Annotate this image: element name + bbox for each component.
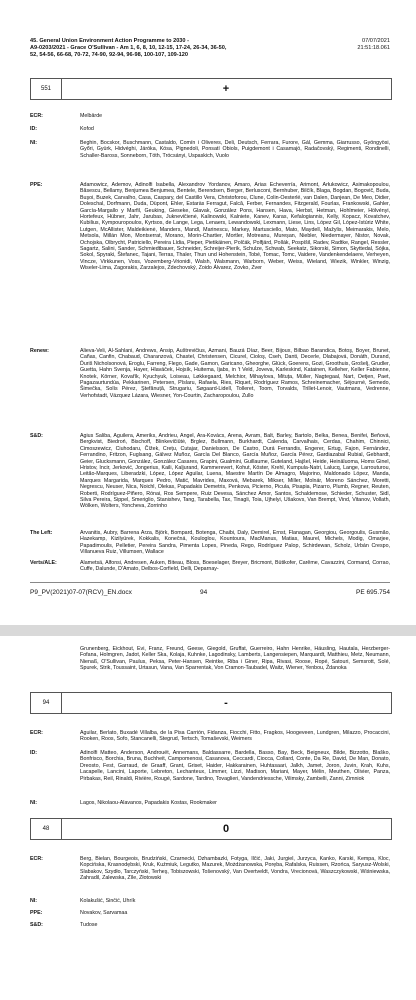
group-row-ni — [30, 140, 390, 159]
group-row-greens — [30, 560, 390, 573]
group-members: Aguilar, Berlato, Buxadé Villalba, de la Pisa Carrión, Fidanza, Fiocchi, Fitto, Fragkos, Hoogeveen, Lundgren, Milazzo, Procaccini, Rooken, Roos, Sofo, Stancanelli, Stegrud, Tertsch, Tomaševski, Weimers — [80, 730, 390, 743]
group-members: Kofod — [80, 126, 94, 132]
group-row-renew — [30, 348, 390, 399]
vote-count: 48 — [31, 819, 62, 839]
group-continuation — [30, 646, 390, 672]
group-label: ECR: — [30, 113, 43, 119]
vote-title: 45. General Union Environment Action Programme to 2030 - A9-0203/2021 - Grace O'Sullivan - Am 1, 6, 8, 10, 12-15, 17-24, 26-34, 36-50, 52, 54-56, 66-68, 70-72, 74-90, 92-94, 96-98, 100-107, 109-120 — [30, 38, 227, 58]
group-label: PPE: — [30, 910, 43, 916]
group-label: PPE: — [30, 182, 43, 188]
group-members: Alieva-Veli, Al-Sahlani, Andrews, Ansip, Auštrevičius, Azmani, Bauzá Díaz, Beer, Bijoux, Bilbao Barandica, Botoş, Boyer, Brunet, Cañas, Canfin, Chabaud, Charanzová, Chastel, Christensen, Cicurel, Cioloş, Cseh, Danti, Decerle, Dlabajová, Donáth, Durand, Ďuriš Nicholsonová, Eroglu, Farreng, Flego, Gade, Gamon, Garicano, Gheorghe, Glück, Goerens, Gozi, Groothuis, Grošelj, Grudler, Guetta, Hahn Svenja, Hayer, Hlaváček, Hojsík, Huitema, Ijabs, in 't Veld, Joveva, Karleskind, Katainen, Kelleher, Keller Fabienne, Knotek, Körner, Kovařík, Kyuchyuk, Loiseau, Løkkegaard, Melchior, Mihaylova, Mituța, Müller, Nagtegaal, Nart, Oetjen, Paet, Pagazaurtundúa, Pekkarinen, Petersen, Pîslaru, Rafaela, Ries, Riquet, Rodríguez Ramos, Schreinemacher, Séjourné, Semedo, Šimečka, Solís Pérez, Ştefănuță, Strugariu, Søgaard-Lidell, Tolleret, Toom, Torvalds, Trillet-Lenoir, Vautmans, Vedrenne, Verhofstadt, Vázquez Lázara, Wiesner, Yon-Courtin, Zacharopoulou, Zullo — [80, 348, 390, 399]
group-label: ECR: — [30, 730, 43, 736]
group-row-ecr — [30, 113, 390, 119]
group-label: NI: — [30, 898, 38, 904]
group-row-ppe — [30, 182, 390, 272]
group-label: ECR: — [30, 856, 43, 862]
group-members: Agius Saliba, Aguilera, Ameriks, Andrieu, Angel, Ara-Kovács, Arena, Avram, Balt, Barley, Bartolo, Belka, Benea, Benifei, Beňová, Bergkvist, Biedroń, Bischoff, Blinkevičiūtė, Brglez, Bullmann, Burkhardt, Calenda, Carvalhais, Cerdas, Chahim, Chinnici, Cimoszewicz, Ciuhodaru, Čížek, Crețu, Cutajar, Danielsson, De Castro, Durá Ferrandis, Engerer, Ertug, Fajon, Fernández, Ferrandino, Fritzon, Fuglsang, Gálvez Muñoz, García Del Blanco, García Muñoz, García Pérez, Gardiazabal Rubial, Gebhardt, Geier, Glucksmann, González, González Casares, Grapini, Gualmini, Guillaume, Guteland, Hajšel, Heide, Heinäluoma, Homs Ginel, Hristov, Incir, Jerković, Jongerius, Kaili, Kaljurand, Kammerevert, Kohut, Köster, Krehl, Kumpula-Natri, Lalucq, Lange, Larrouturou, Leitão-Marques, Liberadzki, López, López Aguilar, Luena, Maestre Martín De Almagro, Majorino, Maldonado López, Manda, Marques Margarida, Marques Pedro, Matić, Mavrides, Maxová, Mebarek, Mikser, Miller, Molnár, Moreno Sánchez, Moretti, Negrescu, Neuser, Nica, Noichl, Olekas, Papadakis Demetris, Penkova, Picierno, Picula, Pisapia, Pizarro, Plumb, Regner, Reuten, Roberti, Rodríguez-Piñero, Rónai, Ros Sempere, Ruiz Devesa, Sánchez Amor, Santos, Schaldemose, Schieder, Schuster, Sidl, Silva Pereira, Sippel, Smeriglio, Stanishev, Tang, Tarabella, Tax, Tinagli, Toia, Ujhelyi, Ušakovs, Van Brempt, Vind, Vitanov, Vollath, Wölken, Wolters, Yoncheva, Zorrinho — [80, 433, 390, 510]
group-members: Adamowicz, Ademov, Adinolfi Isabella, Alexandrov Yordanov, Amaro, Arias Echeverría, Arimont, Arłukowicz, Asimakopoulou, Băsescu, Bellamy, Benjumea Benjumea, Bentele, Berendsen, Berger, Berlusconi, Bernhuber, Bilčík, Blaga, Bogdan, Bogovič, Buda, Buşoi, Buzek, Carvalho, Casa, Caspary, del Castillo Vera, Christoforou, Clune, Colin-Oesterlé, van Dalen, Danjean, De Meo, Didier, Doleschal, Dorfmann, Duda, Düpont, Ehler, Estaràs Ferragut, Falcă, Ferber, Fernandes, Fitzgerald, Fourlas, Frankowski, Gahler, García-Margallo y Marfil, Geuking, Gieseke, Glavak, González Pons, Hansen, Hava, Herbst, Hetman, Hohlmeier, Hölvényi, Hortefeux, Hübner, Jahr, Jarubas, Juknevičienė, Kalinowski, Kalniete, Kanev, Karas, Kefalogiannis, Kelly, Kopacz, Kovatchev, Kubilius, Kympouropoulos, Kyrtsos, de Lange, Lega, Lenaers, Lewandowski, Lexmann, Liese, Lins, López Gil, López-Istúriz White, Lutgen, McAllister, Maldeikienė, Manders, Mandl, Marinescu, Markey, Martusciello, Mato, Maydell, Mažylis, Meimarakis, Melo, Metsola, Millán Mon, Montserrat, Morano, Morin-Chartier, Mortler, Motreanu, Mureșan, Niebler, Niedermayer, Nistor, Novak, Ochojska, Olbrycht, Patriciello, Pereira Lídia, Pieper, Pietikäinen, Polčák, Polfjärd, Pollák, Pospíšil, Radev, Radtke, Rangel, Ressler, Sagartz, Salini, Sander, Schmiedtbauer, Schneider, Schreijer-Pierik, Schulze, Schwab, Seekatz, Sikorski, Simon, Skyttedal, Sójka, Sokol, Spyraki, Štefanec, Tajani, Terras, Thaler, Thun und Hohenstein, Tobé, Tomac, Tomc, Vaidere, Vandenkendelaere, Verheyen, Vincze, Virkkunen, Voss, Vozemberg-Vrionidi, Walsh, Walsmann, Warborn, Weber, Weiss, Wieland, Wiezik, Winkler, Winzig, Wiseler-Lima, Zagorakis, Zarzalejos, Zdechovský, Zoido Álvarez, Zovko, Zver — [80, 182, 390, 272]
group-row-ppe — [30, 910, 390, 916]
footer-document-name: P9_PV(2021)07-07(RCV)_EN.docx — [30, 589, 132, 596]
vote-result-box — [30, 78, 392, 100]
group-members: Berg, Bielan, Bourgeois, Brudziński, Czarnecki, Dzhambazki, Fotyga, Ilčić, Jaki, Jurgiel, Jurzyca, Kanko, Karski, Kempa, Kloc, Kopcińska, Krasnodębski, Kruk, Kuźmiuk, Legutko, Mazurek, Możdżanowska, Poręba, Rafalska, Ruissen, Rzońca, Saryusz-Wolski, Slabakov, Szydło, Tarczyński, Terheş, Tobiszowski, Tošenovský, Van Overtveldt, Vondra, Vrecionová, Waszczykowski, Wiśniewska, Zahradil, Zalewska, Zīle, Złotowski — [80, 856, 390, 882]
vote-header — [30, 38, 390, 58]
document-page-2 — [0, 636, 416, 1000]
group-row-id — [30, 750, 390, 782]
vote-result-symbol: - — [224, 697, 228, 709]
group-row-left — [30, 530, 390, 556]
footer-reference: PE 695.754 — [356, 589, 390, 596]
group-label: S&D: — [30, 922, 43, 928]
group-label: Renew: — [30, 348, 49, 354]
group-label: NI: — [30, 140, 38, 146]
group-members: Adinolfi Matteo, Anderson, Androuët, Annemans, Baldassarre, Bardella, Basso, Bay, Beck, Beigneux, Bilde, Bizzotto, Blaško, Bonfrisco, Borchia, Bruna, Buchheit, Campomenosi, Casanova, Ceccardi, Ciocca, Collard, Conte, Da Re, David, De Man, Donato, Dreosto, Fest, Garraud, de Graaff, Grant, Griset, Haider, Hakkarainen, Huhtasaari, Jalkh, Jamet, Joron, Juvin, Krah, Kuhs, Lacapelle, Lancini, Laporte, Lebreton, Lechanteux, Limmer, Lizzi, Madison, Mariani, Mayer, Mélin, Meuthen, Olivier, Panza, Pirbakas, Reil, Rinaldi, Rivière, Rougé, Sardone, Tardino, Tovaglieri, Vandendriessche, Vilimsky, Zambelli, Zanni, Zimniok — [80, 750, 390, 782]
group-members: Kolakušić, Sinčić, Uhrík — [80, 898, 136, 904]
vote-result-symbol: + — [222, 83, 230, 95]
group-row-ecr — [30, 730, 390, 743]
group-row-sd — [30, 433, 390, 510]
group-members: Novakov, Sarvamaa — [80, 910, 128, 916]
group-label: NI: — [30, 800, 38, 806]
group-row-ni — [30, 800, 390, 806]
group-label: Verts/ALE: — [30, 560, 57, 566]
vote-result-box-minus — [30, 692, 392, 714]
vote-result-box-abstain — [30, 818, 392, 840]
group-row-ni — [30, 898, 390, 904]
vote-count: 94 — [31, 693, 62, 713]
vote-result-symbol: 0 — [222, 823, 230, 835]
group-members: Lagos, Nikolaou-Alavanos, Papadakis Kostas, Rookmaker — [80, 800, 217, 806]
group-row-ecr — [30, 856, 390, 882]
group-members: Arvanitis, Aubry, Barrena Arza, Björk, Bompard, Botenga, Chaibi, Daly, Demirel, Ernst, Flanagan, Georgiou, Georgoulis, Gusmão, Hazekamp, Kizilyürek, Kokkalis, Konečná, Kouloglou, Kountoura, MacManus, Matias, Maurel, Michels, Modig, Omarjee, Papadimoulis, Pelletier, Pereira Sandra, Pimenta Lopes, Pineda, Rego, Rodríguez Palop, Schirdewan, Scholz, Urbán Crespo, Villanueva Ruiz, Villumsen, Wallace — [80, 530, 390, 556]
group-members: Grunenberg, Eickhout, Evi, Franz, Freund, Geese, Giegold, Gruffat, Guerreiro, Hahn Henrike, Häusling, Hautala, Herzberger-Fofana, Holmgren, Jadot, Keller Ska, Kolaja, Kuhnke, Lagodinsky, Lamberts, Langensiepen, Marquardt, Matthieu, Metz, Neumann, Nienaß, O'Sullivan, Paulus, Peksa, Peter-Hansen, Reintke, Riba i Giner, Ripa, Rivasi, Roose, Ropé, Satouri, Semsrott, Solé, Spurek, Strik, Toussaint, Urtasun, Vana, Van Sparrentak, Von Cramon-Taubadel, Waitz, Wiener, Yenbou, Ždanoka — [80, 646, 390, 672]
group-members: Beghin, Bocskor, Buschmann, Castaldo, Comín i Oliveres, Deli, Deutsch, Ferrara, Furore, Gál, Gemma, Giarrusso, Gyöngyösi, Győri, Gyürk, Hidvéghi, Járóka, Kósa, Pignedoli, Ponsatí Obiols, Puigdemont i Casamajó, Radačovský, Regimenti, Rondinelli, Schaller-Baross, Sonneborn, Tóth, Trócsányi, Uspaskich, Vuolo — [80, 140, 390, 159]
group-members: Alametsä, Alfonsi, Andresen, Auken, Biteau, Bloss, Boeselager, Breyer, Bricmont, Bütikofer, Carême, Cavazzini, Cormand, Corrao, Cuffe, Dalunde, D'Amato, Delbos-Corfield, Delli, Deparnay- — [80, 560, 390, 573]
vote-timestamp: 07/07/2021 21:51:18.061 — [357, 38, 390, 51]
group-row-sd — [30, 922, 390, 928]
group-label: ID: — [30, 126, 38, 132]
group-members: Tudose — [80, 922, 98, 928]
footer-divider — [30, 582, 390, 583]
group-label: ID: — [30, 750, 38, 756]
group-members: Melbārde — [80, 113, 103, 119]
footer-page-number: 94 — [200, 589, 208, 596]
vote-count: 551 — [31, 79, 62, 99]
group-label: The Left: — [30, 530, 53, 536]
group-label: S&D: — [30, 433, 43, 439]
group-row-id — [30, 126, 390, 132]
